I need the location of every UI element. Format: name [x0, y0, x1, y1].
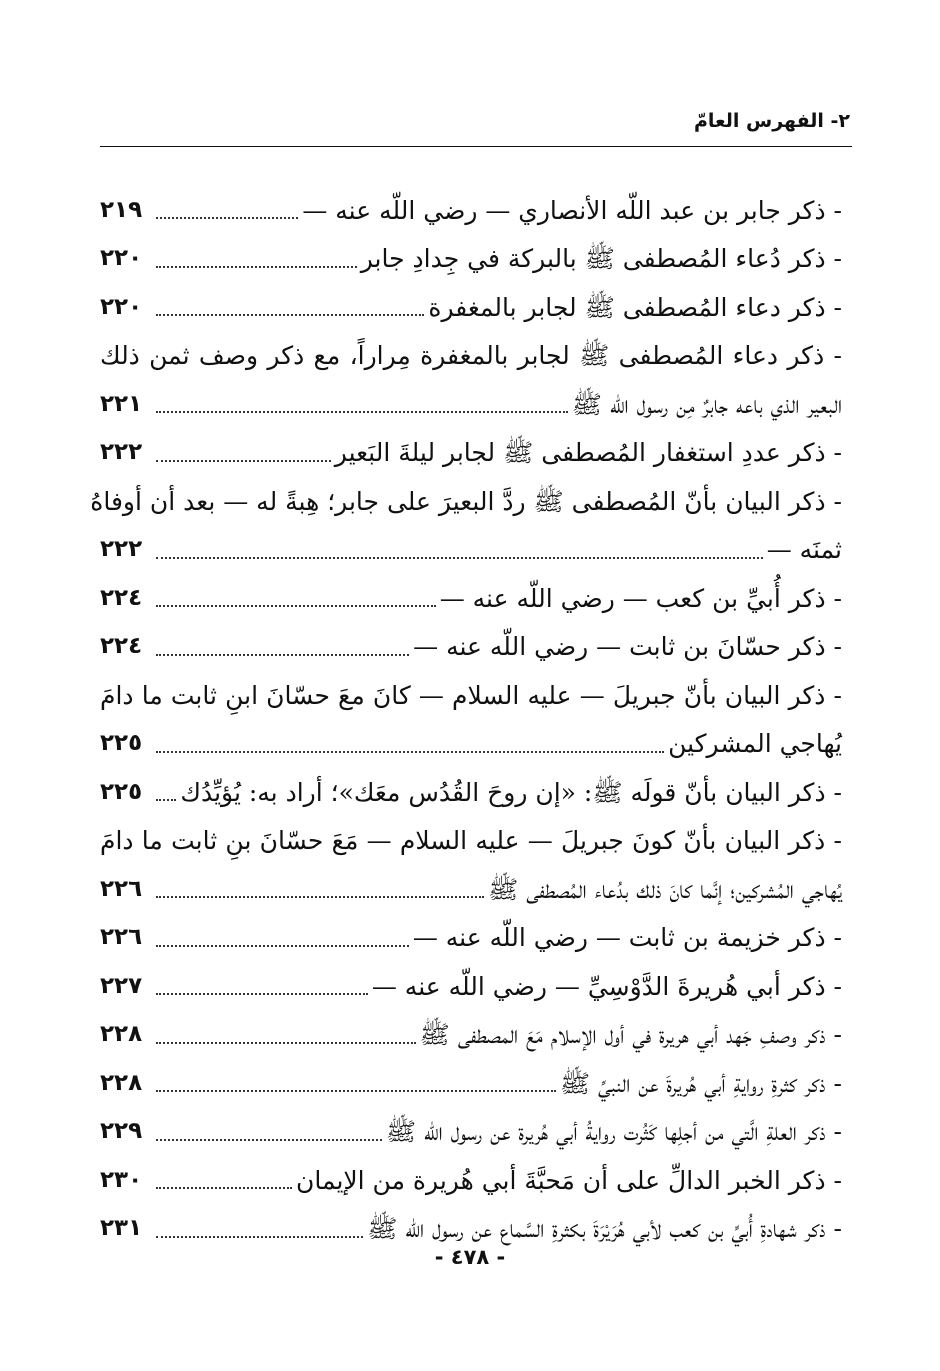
dot-leader — [156, 993, 368, 995]
entry-text: - ذكر البيان بأنّ قولَه ﷺ: «إن روحَ القُدُس معَك»؛ أراد به: يُؤيِّدُك — [180, 777, 842, 807]
index-entry — [100, 1156, 842, 1205]
dot-leader — [156, 217, 298, 219]
entry-page: ٢٢٥ — [100, 730, 143, 757]
entry-text: - ذكر دعاء المُصطفى ﷺ لجابر بالمغفرة — [428, 292, 842, 322]
entry-text: البعير الذي باعه جابرٌ مِن رسول اللّه ﷺ — [571, 389, 842, 419]
entry-page: ٢٢٦ — [100, 875, 143, 902]
entry-page: ٢٣١ — [100, 1215, 143, 1242]
entry-page: ٢١٩ — [100, 196, 143, 223]
index-entry-continuation — [100, 526, 842, 575]
entry-text: - ذكر أُبيِّ بن كعب — رضي اللّه عنه — — [439, 583, 842, 613]
index-entries — [90, 186, 842, 1253]
index-entry — [100, 1108, 842, 1157]
index-entry — [100, 768, 842, 817]
index-entry — [100, 235, 842, 284]
entry-page: ٢٢٩ — [100, 1118, 143, 1145]
entry-text: - ذكر وصفِ جَهد أبي هريرة في أول الإسلام مَعَ المصطفى ﷺ — [419, 1020, 842, 1050]
entry-text: - ذكر الخبر الدالِّ على أن مَحبَّةَ أبي هُريرة من الإيمان — [296, 1165, 842, 1195]
entry-text: - ذكر أبي هُريرةَ الدَّوْسِيِّ — رضي اللّه عنه — — [371, 971, 842, 1001]
dot-leader — [156, 266, 357, 268]
index-entry — [100, 671, 842, 720]
index-entry — [100, 1059, 842, 1108]
header-rule — [100, 146, 852, 147]
entry-page: ٢٢٨ — [100, 1069, 143, 1096]
entry-text: - ذكر دُعاء المُصطفى ﷺ بالبركة في جِدادِ جابر — [360, 244, 842, 274]
dot-leader — [156, 1042, 416, 1044]
running-head: ٢- الفهرس العامّ — [693, 110, 850, 132]
dot-leader — [156, 751, 664, 753]
entry-text: - ذكر حسّانَ بن ثابت — رضي اللّه عنه — — [413, 632, 842, 662]
entry-page: ٢٢٧ — [100, 972, 143, 999]
dot-leader — [156, 945, 409, 947]
page-number: - ٤٧٨ - — [434, 1245, 506, 1269]
index-entry — [100, 914, 842, 963]
index-entry-continuation — [100, 720, 842, 769]
dot-leader — [156, 605, 436, 607]
entry-text: - ذكر عددِ استغفار المُصطفى ﷺ لجابر ليلةَ البَعير — [334, 438, 842, 468]
dot-leader — [156, 799, 176, 801]
entry-text: يُهاجي المُشركين؛ إنَّما كانَ ذلك بدُعاء المُصطفى ﷺ — [488, 874, 842, 904]
index-entry-continuation — [100, 865, 842, 914]
dot-leader — [156, 557, 763, 559]
entry-text: ثمنَه — — [766, 535, 842, 565]
index-entry — [100, 817, 842, 866]
entry-text: - ذكر العلةِ الَّتي من أجلِها كَثُرت روايةُ أبي هُريرة عن رسول اللّه ﷺ — [385, 1117, 842, 1147]
entry-text: - ذكر شهادةِ أُبيِّ بن كعب لأبي هُرَيْرَةَ بكثرةِ السَّماع عن رسول اللّه ﷺ — [367, 1214, 842, 1244]
index-entry — [100, 332, 842, 381]
dot-leader — [156, 314, 424, 316]
index-entry-continuation — [100, 380, 842, 429]
entry-text: - ذكر البيان بأنّ كونَ جبريلَ — عليه السلام — مَعَ حسّانَ بنِ ثابت ما دامَ — [100, 826, 842, 856]
entry-page: ٢٢٠ — [100, 293, 143, 320]
entry-text: - ذكر البيان بأنّ جبريلَ — عليه السلام — كانَ معَ حسّانَ ابنِ ثابت ما دامَ — [100, 680, 842, 710]
entry-text: - ذكر دعاء المُصطفى ﷺ لجابر بالمغفرة مِراراً، مع ذكر وصف ثمن ذلك — [100, 341, 842, 371]
entry-page: ٢٢٤ — [100, 633, 143, 660]
dot-leader — [156, 896, 484, 898]
entry-page: ٢٢٤ — [100, 584, 143, 611]
entry-page: ٢٣٠ — [100, 1166, 143, 1193]
entry-text: - ذكر خزيمة بن ثابت — رضي اللّه عنه — — [412, 923, 842, 953]
dot-leader — [156, 1139, 382, 1141]
entry-text: - ذكر البيان بأنّ المُصطفى ﷺ ردَّ البعيرَ على جابر؛ هِبةً له — بعد أن أوفاهُ — [90, 486, 842, 516]
dot-leader — [156, 1236, 363, 1238]
entry-text: - ذكر جابر بن عبد اللّه الأنصاري — رضي اللّه عنه — — [302, 195, 842, 225]
entry-page: ٢٢٢ — [100, 439, 143, 466]
index-entry — [100, 574, 842, 623]
dot-leader — [156, 1090, 556, 1092]
index-entry — [100, 623, 842, 672]
index-entry — [100, 962, 842, 1011]
dot-leader — [156, 411, 568, 413]
dot-leader — [156, 654, 409, 656]
dot-leader — [156, 1187, 292, 1189]
index-entry — [100, 429, 842, 478]
entry-page: ٢٢٦ — [100, 924, 143, 951]
dot-leader — [156, 460, 331, 462]
entry-page: ٢٢٨ — [100, 1021, 143, 1048]
entry-page: ٢٢٥ — [100, 778, 143, 805]
index-entry — [100, 186, 842, 235]
index-entry — [100, 1011, 842, 1060]
index-entry — [100, 283, 842, 332]
entry-page: ٢٢١ — [100, 390, 143, 417]
entry-text: - ذكر كثرةِ روايةِ أبي هُريرةَ عن النبيِّ ﷺ — [559, 1068, 842, 1098]
entry-page: ٢٢٢ — [100, 536, 143, 563]
entry-text: يُهاجي المشركين — [668, 729, 842, 759]
index-entry — [90, 477, 842, 526]
entry-page: ٢٢٠ — [100, 245, 143, 272]
